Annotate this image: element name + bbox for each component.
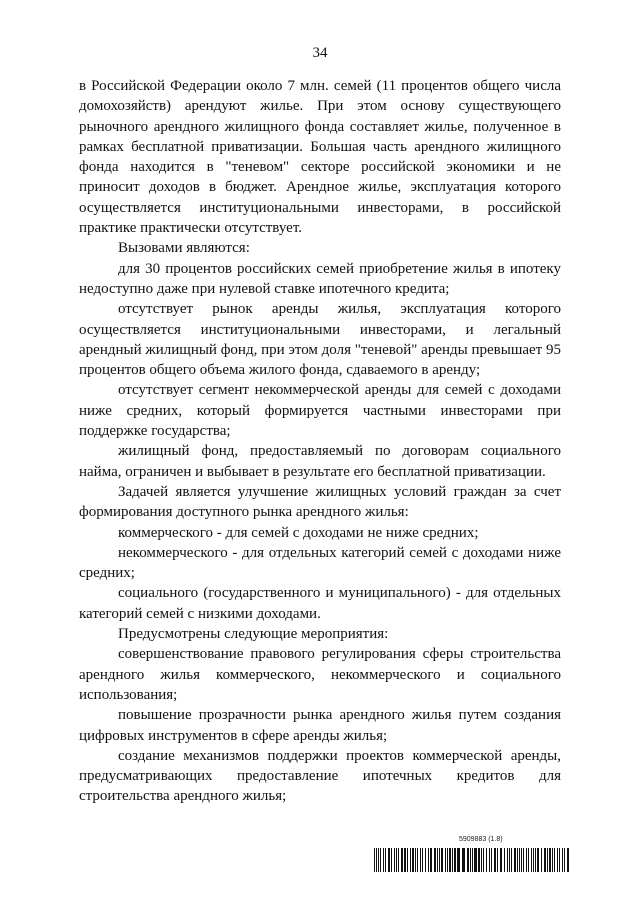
paragraph: коммерческого - для семей с доходами не ниже средних; xyxy=(118,524,479,541)
page-number: 34 xyxy=(312,45,328,61)
paragraph: Вызовами являются: xyxy=(118,240,250,257)
paragraph: Задачей является улучшение жилищных условий граждан за счет формирования доступного рынка арендного жилья: xyxy=(79,483,561,521)
paragraph: повышение прозрачности рынка арендного жилья путем создания цифровых инструментов в сфере аренды жилья; xyxy=(79,707,561,744)
barcode-icon xyxy=(374,848,571,872)
paragraph: в Российской Федерации около 7 млн. семей (11 процентов общего числа домохозяйств) арендуют жилье. При этом основу существующего рыночного арендного жилищного фонда составляет жилье, полученное в рамках бесплатной приватизации. Большая часть арендного жилищного фонда находится в "теневом" секторе российской экономики и не приносит доходов в бюджет. Арендное жилье, эксплуатация которого осуществляется институциональными инвесторами, в российской практике практически отсутствует. xyxy=(79,78,561,237)
paragraph: совершенствование правового регулирования сферы строительства арендного жилья коммерческого, некоммерческого и социального использования; xyxy=(79,646,561,703)
document-body xyxy=(79,76,561,807)
paragraph: жилищный фонд, предоставляемый по договорам социального найма, ограничен и выбывает в результате его бесплатной приватизации. xyxy=(79,443,561,480)
paragraph: Предусмотрены следующие мероприятия: xyxy=(118,626,389,643)
paragraph: создание механизмов поддержки проектов коммерческой аренды, предусматривающих предоставление ипотечных кредитов для строительства арендного жилья; xyxy=(79,747,561,805)
paragraph: социального (государственного и муниципального) - для отдельных категорий семей с низкими доходами. xyxy=(79,585,561,622)
paragraph: отсутствует рынок аренды жилья, эксплуатация которого осуществляется институциональными инвесторами, и легальный арендный жилищный фонд, при этом доля "теневой" аренды превышает 95 процентов общего объема жилого фонда, сдаваемого в аренду; xyxy=(79,301,561,379)
document-stamp: 5909883 (1.8) xyxy=(459,836,503,843)
paragraph: для 30 процентов российских семей приобретение жилья в ипотеку недоступно даже при нулевой ставке ипотечного кредита; xyxy=(79,260,561,297)
paragraph: некоммерческого - для отдельных категорий семей с доходами ниже средних; xyxy=(79,544,561,582)
paragraph: отсутствует сегмент некоммерческой аренды для семей с доходами ниже средних, который формируется частными инвесторами при поддержке государства; xyxy=(79,382,561,440)
